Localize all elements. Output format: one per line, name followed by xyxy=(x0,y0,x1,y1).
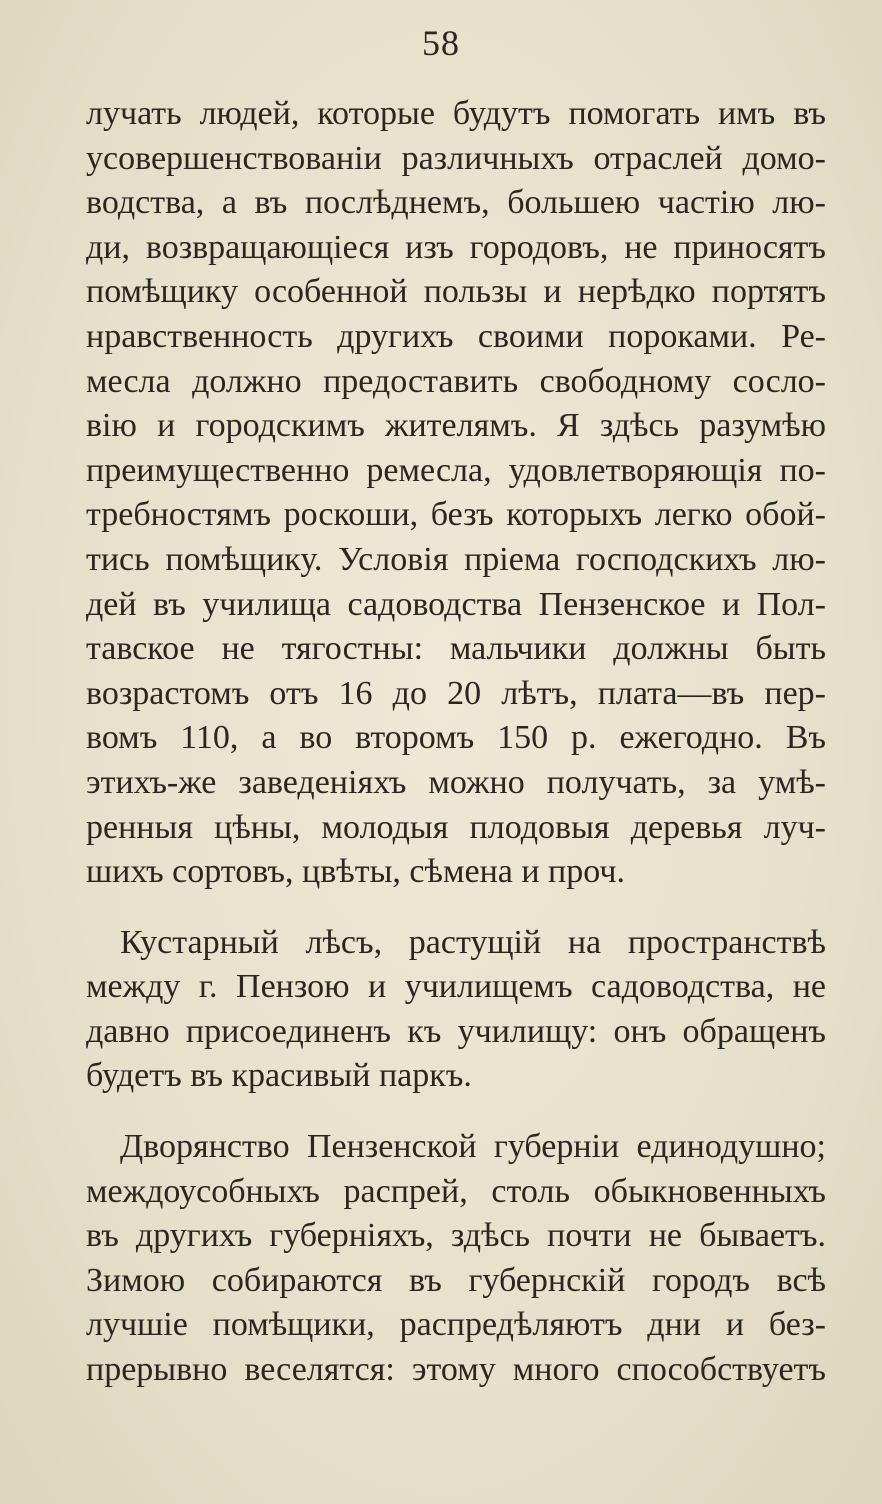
text-line: лучшіе помѣщики, распредѣляютъ дни и без- xyxy=(86,1306,826,1344)
text-line: этихъ-же заведеніяхъ можно получать, за умѣ- xyxy=(86,763,826,801)
text-line: тись помѣщику. Условія пріема господскихъ лю- xyxy=(86,540,826,578)
text-line: усовершенствованіи различныхъ отраслей домо- xyxy=(86,139,826,177)
text-line: шихъ сортовъ, цвѣты, сѣмена и проч. xyxy=(86,853,625,891)
text-line: дей въ училища садоводства Пензенское и Пол- xyxy=(86,585,826,623)
text-line: въ другихъ губерніяхъ, здѣсь почти не бываетъ. xyxy=(86,1217,826,1255)
text-line: тавское не тягостны: мальчики должны быть xyxy=(86,630,826,668)
body-text xyxy=(86,92,826,1393)
paragraph-gap xyxy=(86,1099,826,1125)
paragraph xyxy=(86,92,826,895)
text-line: вомъ 110, а во второмъ 150 р. ежегодно. Въ xyxy=(86,719,826,757)
text-line: месла должно предоставить свободному сосло- xyxy=(86,362,826,400)
paragraph-gap xyxy=(86,895,826,921)
text-line: давно присоединенъ къ училищу: онъ обращенъ xyxy=(86,1012,826,1050)
text-line: Кустарный лѣсъ, растущій на пространствѣ xyxy=(120,923,826,961)
text-line: возрастомъ отъ 16 до 20 лѣтъ, плата—въ пер- xyxy=(86,674,826,712)
text-line: требностямъ роскоши, безъ которыхъ легко обой- xyxy=(86,496,826,534)
text-line: ренныя цѣны, молодыя плодовыя деревья луч- xyxy=(86,808,826,846)
text-line: нравственность другихъ своими пороками. Ре- xyxy=(86,317,826,355)
page-number: 58 xyxy=(422,23,460,63)
text-line: вію и городскимъ жителямъ. Я здѣсь разумѣю xyxy=(86,407,826,445)
text-line: будетъ въ красивый паркъ. xyxy=(86,1057,472,1095)
text-line: Зимою собираются въ губернскій городъ всѣ xyxy=(86,1261,826,1299)
paragraph xyxy=(86,921,826,1099)
text-line: Дворянство Пензенской губерніи единодушно; xyxy=(120,1128,826,1166)
text-line: помѣщику особенной пользы и нерѣдко портятъ xyxy=(86,273,826,311)
text-line: водства, а въ послѣднемъ, большею частію лю- xyxy=(86,184,826,222)
text-line: преимущественно ремесла, удовлетворяющія по- xyxy=(86,451,826,489)
paragraph xyxy=(86,1125,826,1393)
text-line: междоусобныхъ распрей, столь обыкновенныхъ xyxy=(86,1172,826,1210)
text-line: лучать людей, которые будутъ помогать имъ въ xyxy=(86,95,826,132)
text-line: прерывно веселятся: этому много способствуетъ xyxy=(86,1351,826,1389)
text-line: ди, возвращающіеся изъ городовъ, не приносятъ xyxy=(86,228,826,266)
text-line: между г. Пензою и училищемъ садоводства, не xyxy=(86,968,826,1006)
